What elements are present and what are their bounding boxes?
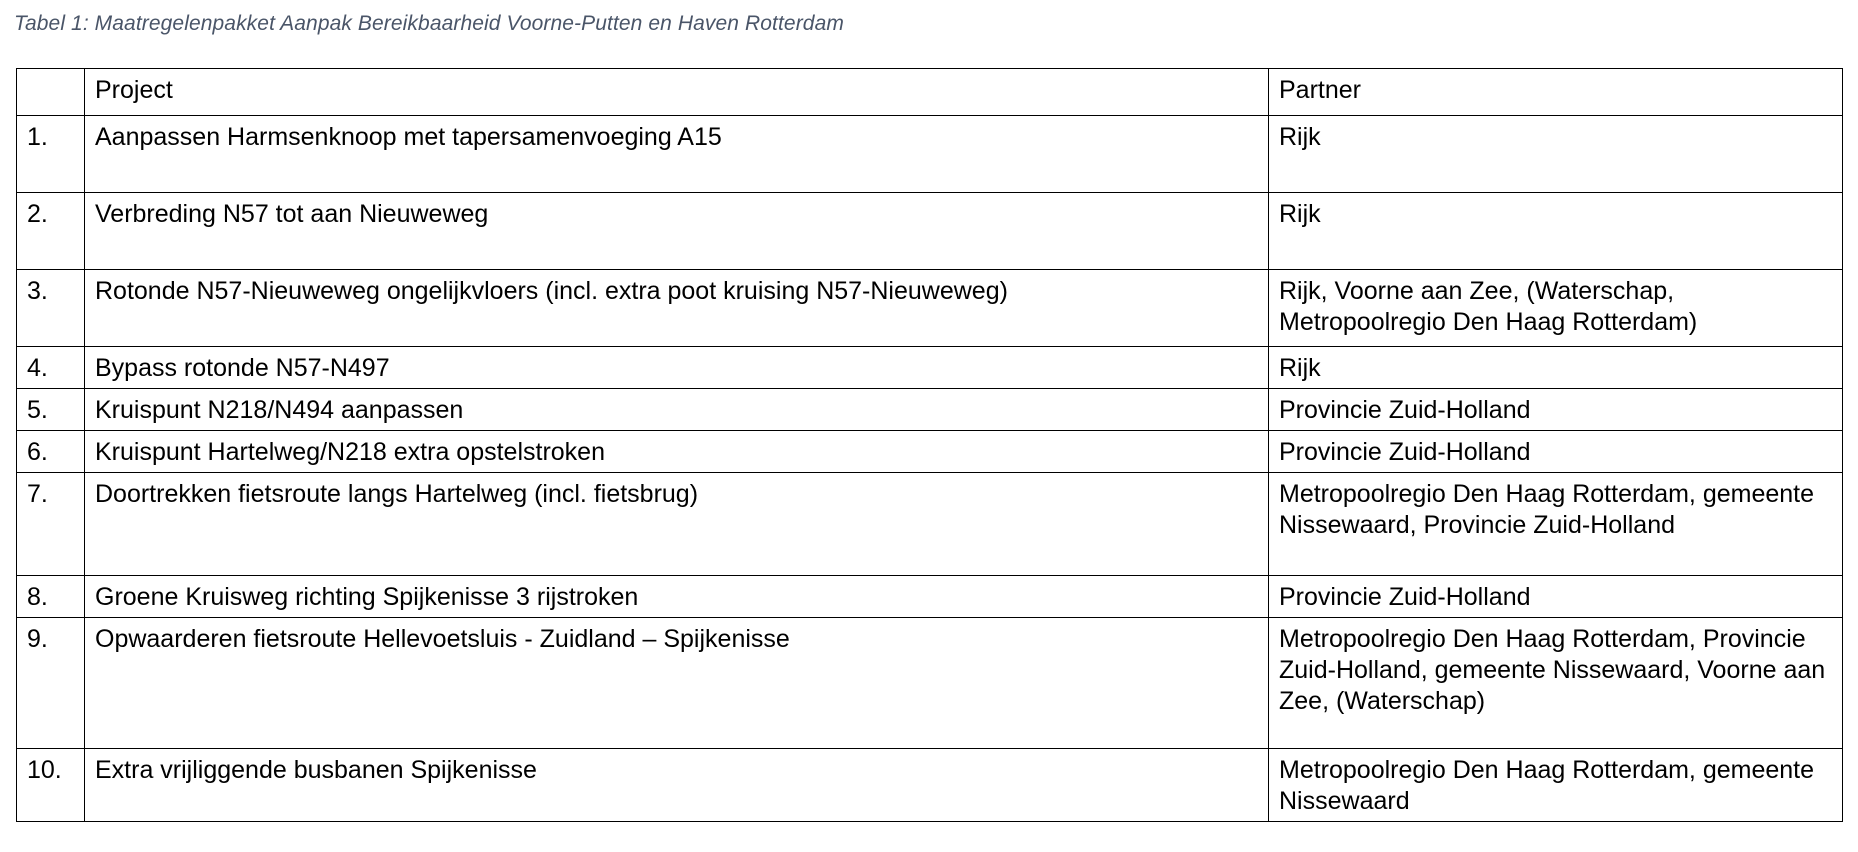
row-partner: Provincie Zuid-Holland [1269, 431, 1843, 473]
row-number: 4. [17, 347, 85, 389]
row-project: Verbreding N57 tot aan Nieuweweg [85, 193, 1269, 270]
row-project: Bypass rotonde N57-N497 [85, 347, 1269, 389]
row-number: 3. [17, 270, 85, 347]
row-project: Rotonde N57-Nieuweweg ongelijkvloers (incl. extra poot kruising N57-Nieuweweg) [85, 270, 1269, 347]
table-row [17, 473, 1843, 576]
row-project: Aanpassen Harmsenknoop met tapersamenvoeging A15 [85, 116, 1269, 193]
table-row [17, 749, 1843, 822]
row-partner: Rijk [1269, 193, 1843, 270]
measures-table [16, 68, 1843, 822]
table-row [17, 431, 1843, 473]
row-project: Extra vrijliggende busbanen Spijkenisse [85, 749, 1269, 822]
row-partner: Rijk, Voorne aan Zee, (Waterschap, Metropoolregio Den Haag Rotterdam) [1269, 270, 1843, 347]
table-header-row [17, 69, 1843, 116]
table-body [17, 116, 1843, 822]
row-project: Opwaarderen fietsroute Hellevoetsluis - Zuidland – Spijkenisse [85, 618, 1269, 749]
table-row [17, 116, 1843, 193]
table-row [17, 347, 1843, 389]
row-number: 6. [17, 431, 85, 473]
row-number: 9. [17, 618, 85, 749]
row-number: 7. [17, 473, 85, 576]
row-partner: Metropoolregio Den Haag Rotterdam, Provincie Zuid-Holland, gemeente Nissewaard, Voorne aan Zee, (Waterschap) [1269, 618, 1843, 749]
row-number: 1. [17, 116, 85, 193]
header-cell-project: Project [85, 69, 1269, 116]
table-header [17, 69, 1843, 116]
table-row [17, 389, 1843, 431]
table-row [17, 270, 1843, 347]
row-project: Kruispunt N218/N494 aanpassen [85, 389, 1269, 431]
row-project: Doortrekken fietsroute langs Hartelweg (incl. fietsbrug) [85, 473, 1269, 576]
row-partner: Rijk [1269, 116, 1843, 193]
row-partner: Metropoolregio Den Haag Rotterdam, gemeente Nissewaard [1269, 749, 1843, 822]
header-cell-partner: Partner [1269, 69, 1843, 116]
header-cell-number [17, 69, 85, 116]
table-container [16, 68, 1842, 822]
table-row [17, 576, 1843, 618]
row-number: 5. [17, 389, 85, 431]
row-project: Groene Kruisweg richting Spijkenisse 3 rijstroken [85, 576, 1269, 618]
row-partner: Rijk [1269, 347, 1843, 389]
row-number: 10. [17, 749, 85, 822]
row-project: Kruispunt Hartelweg/N218 extra opstelstroken [85, 431, 1269, 473]
row-partner: Metropoolregio Den Haag Rotterdam, gemeente Nissewaard, Provincie Zuid-Holland [1269, 473, 1843, 576]
table-row [17, 193, 1843, 270]
row-partner: Provincie Zuid-Holland [1269, 389, 1843, 431]
row-number: 8. [17, 576, 85, 618]
row-partner: Provincie Zuid-Holland [1269, 576, 1843, 618]
row-number: 2. [17, 193, 85, 270]
table-row [17, 618, 1843, 749]
table-caption: Tabel 1: Maatregelenpakket Aanpak Bereikbaarheid Voorne-Putten en Haven Rotterdam [14, 12, 844, 35]
